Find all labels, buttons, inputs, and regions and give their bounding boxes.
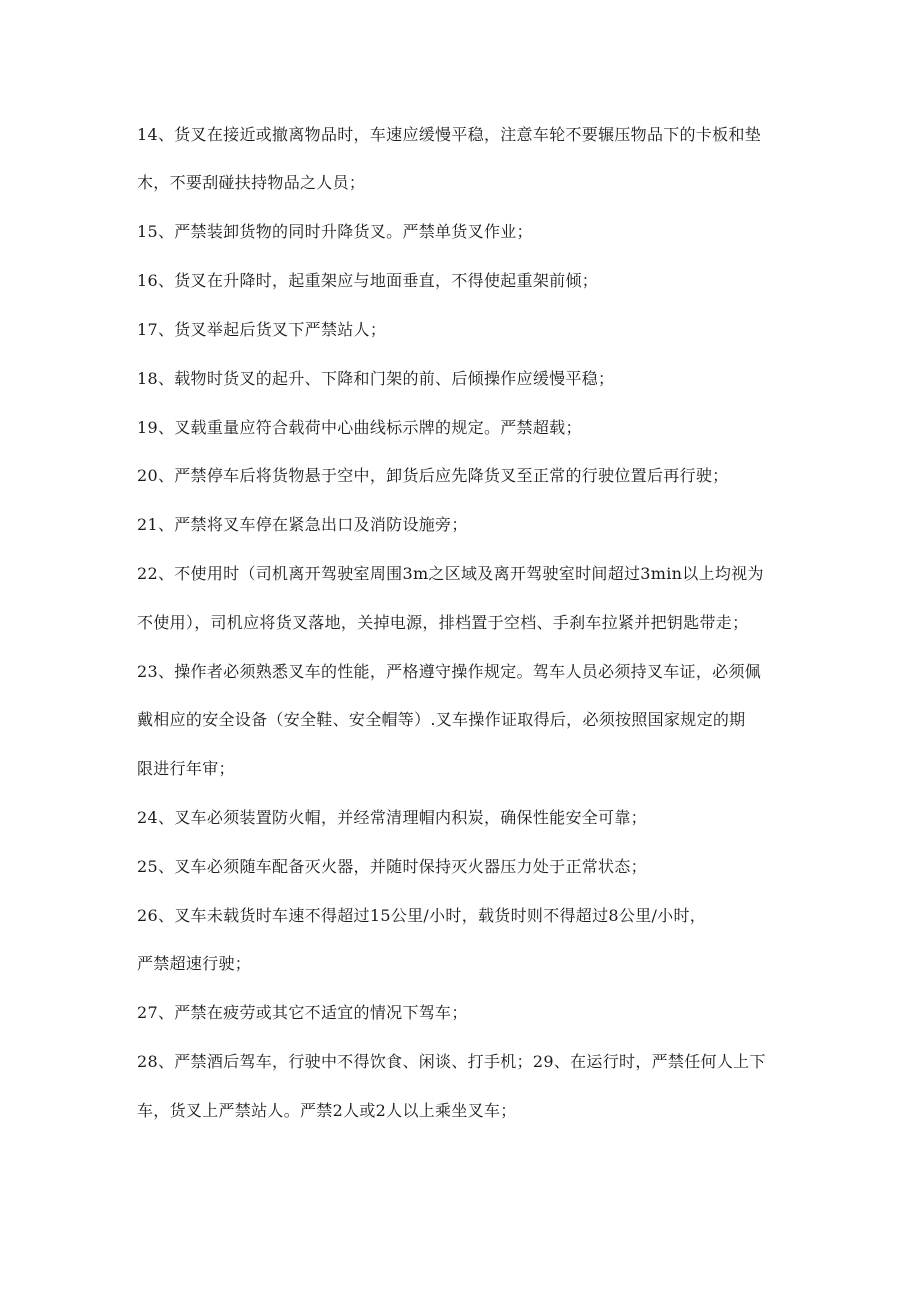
text-line: 24、叉车必须装置防火帽，并经常清理帽内积炭，确保性能安全可靠；: [137, 808, 647, 827]
text-line: 18、载物时货叉的起升、下降和门架的前、后倾操作应缓慢平稳；: [137, 369, 615, 388]
text-line: 15、严禁装卸货物的同时升降货叉。严禁单货叉作业；: [137, 222, 533, 241]
text-line: 23、操作者必须熟悉叉车的性能，严格遵守操作规定。驾车人员必须持叉车证，必须佩: [137, 662, 762, 681]
text-line: 车，货叉上严禁站人。严禁2人或2人以上乘坐叉车；: [137, 1101, 517, 1120]
text-line: 14、货叉在接近或撤离物品时，车速应缓慢平稳，注意车轮不要辗压物品下的卡板和垫: [137, 125, 762, 144]
text-line: 25、叉车必须随车配备灭火器，并随时保持灭火器压力处于正常状态；: [137, 857, 647, 876]
text-line: 17、货叉举起后货叉下严禁站人；: [137, 320, 387, 339]
text-line: 戴相应的安全设备（安全鞋、安全帽等）.叉车操作证取得后，必须按照国家规定的期: [137, 710, 746, 729]
text-line: 木，不要刮碰扶持物品之人员；: [137, 173, 366, 192]
text-line: 22、不使用时（司机离开驾驶室周围3m之区域及离开驾驶室时间超过3min以上均视为: [137, 564, 764, 583]
text-line: 21、严禁将叉车停在紧急出口及消防设施旁；: [137, 515, 468, 534]
text-line: 19、叉载重量应符合载荷中心曲线标示牌的规定。严禁超载；: [137, 418, 582, 437]
text-line: 28、严禁酒后驾车，行驶中不得饮食、闲谈、打手机；29、在运行时，严禁任何人上下: [137, 1052, 766, 1071]
text-line: 26、叉车未载货时车速不得超过15公里/小时，载货时则不得超过8公里/小时，: [137, 906, 707, 925]
text-line: 27、严禁在疲劳或其它不适宜的情况下驾车；: [137, 1003, 468, 1022]
text-line: 限进行年审；: [137, 759, 235, 778]
text-line: 16、货叉在升降时，起重架应与地面垂直，不得使起重架前倾；: [137, 271, 599, 290]
text-line: 不使用），司机应将货叉落地，关掉电源，排档置于空档、手刹车拉紧并把钥匙带走；: [137, 613, 749, 632]
text-line: 20、严禁停车后将货物悬于空中，卸货后应先降货叉至正常的行驶位置后再行驶；: [137, 466, 729, 485]
text-line: 严禁超速行驶；: [137, 954, 252, 973]
